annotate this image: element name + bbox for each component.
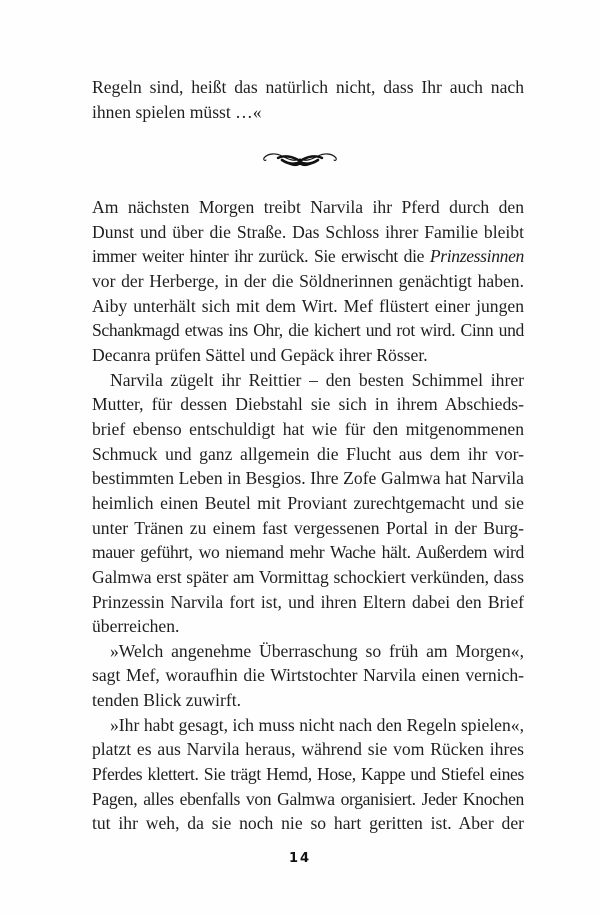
text-line: sagt Mef, woraufhin die Wirtstochter Narvila einen vernich- (92, 665, 524, 686)
main-text (92, 195, 524, 836)
text-line: Narvila zügelt ihr Reittier – den besten Schimmel ihrer (110, 369, 524, 390)
text-line: Regeln sind, heißt das natürlich nicht, dass Ihr auch nach (92, 77, 524, 97)
text-line: Pferdes klettert. Sie trägt Hemd, Hose, Kappe und Stiefel eines (92, 764, 524, 785)
text-line: Dunst und über die Straße. Das Schloss ihrer Familie bleibt (92, 221, 524, 242)
text-line: unter Tränen zu einem fast vergessenen Portal in der Burg- (92, 517, 524, 538)
paragraph (92, 195, 524, 368)
paragraph (92, 639, 524, 713)
text-line: ihnen spielen müsst …« (92, 101, 262, 122)
text-line: Schankmagd etwas ins Ohr, die kichert und rot wird. Cinn und (92, 320, 524, 341)
text-line: mauer geführt, wo niemand mehr Wache hält. Außerdem wird (92, 542, 524, 563)
text-line: heimlich einen Beutel mit Proviant zurechtgemacht und sie (92, 492, 524, 513)
text-line: tut ihr weh, da sie noch nie so hart geritten ist. Aber der (92, 813, 524, 834)
text-line: »Ihr habt gesagt, ich muss nicht nach den Regeln spielen«, (110, 714, 524, 735)
page-number: 14 (288, 851, 312, 866)
text-line-with-italic (92, 244, 524, 269)
text-line: Aiby unterhält sich mit dem Wirt. Mef flüstert einer jungen (92, 295, 524, 316)
text-line: Mutter, für dessen Diebstahl sie sich in ihrem Abschieds- (92, 394, 524, 415)
text-line: überreichen. (92, 616, 180, 637)
text-line: platzt es aus Narvila heraus, während sie vom Rücken ihres (92, 739, 524, 760)
text-line: Pagen, alles ebenfalls von Galmwa organisiert. Jeder Knochen (92, 788, 524, 809)
text-segment: immer weiter hinter ihr zurück. Sie erwischt die (92, 246, 430, 267)
paragraph (92, 713, 524, 836)
text-line: Prinzessin Narvila fort ist, und ihren Eltern dabei den Brief (92, 591, 524, 612)
text-line: vor der Herberge, in der die Söldnerinnen genächtigt haben. (92, 270, 524, 291)
text-line: »Welch angenehme Überraschung so früh am Morgen«, (110, 640, 524, 661)
text-line: bestimmten Leben in Besgios. Ihre Zofe Galmwa hat Narvila (92, 468, 524, 489)
text-line: Am nächsten Morgen treibt Narvila ihr Pferd durch den (92, 197, 524, 217)
italic-term: Prinzessinnen (429, 246, 524, 267)
text-line: Schmuck und ganz allgemein die Flucht aus dem ihr vor- (92, 443, 524, 464)
paragraph (92, 368, 524, 639)
continued-paragraph (92, 75, 524, 124)
text-line: tenden Blick zuwirft. (92, 690, 242, 711)
text-line: Galmwa erst später am Vormittag schockiert verkünden, dass (92, 566, 524, 587)
text-line: brief ebenso entschuldigt hat wie für den mitgenommenen (92, 418, 524, 439)
text-line: Decanra prüfen Sättel und Gepäck ihrer Rösser. (92, 344, 428, 365)
scroll-ornament-divider-icon (262, 150, 338, 168)
